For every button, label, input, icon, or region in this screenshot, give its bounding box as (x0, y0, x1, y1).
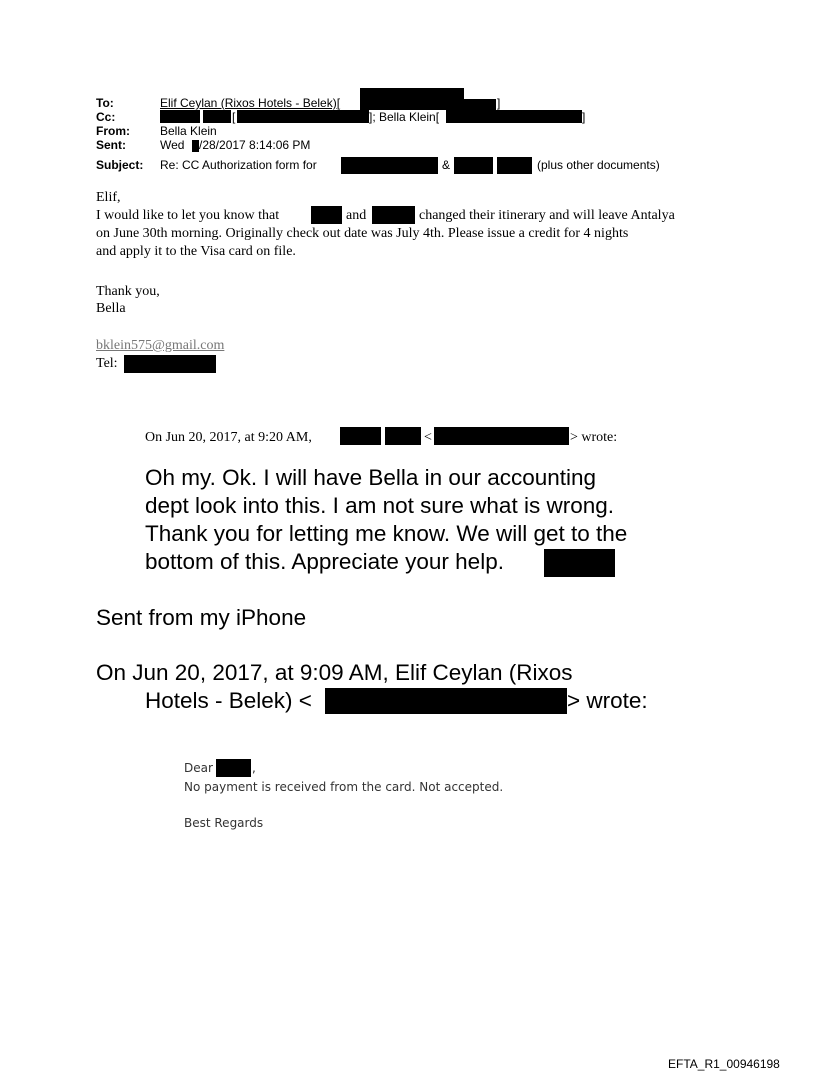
subject-suffix: (plus other documents) (537, 158, 660, 172)
quote1-on-text: On Jun 20, 2017, at 9:20 AM, (145, 430, 312, 445)
body-line-1a: I would like to let you know that (96, 208, 280, 223)
redaction-block (454, 157, 493, 174)
redaction-block (544, 549, 615, 577)
redaction-block (446, 110, 582, 123)
cc-label: Cc: (96, 110, 116, 124)
subject-prefix: Re: CC Authorization form for (160, 158, 317, 172)
dear-text: Dear (184, 761, 213, 775)
redaction-block (360, 99, 496, 110)
to-label: To: (96, 96, 114, 110)
quote1-line-2: dept look into this. I am not sure what is wrong. (145, 493, 614, 518)
tel-label: Tel: (96, 356, 118, 371)
from-value: Bella Klein (160, 124, 217, 138)
redaction-block (340, 427, 381, 445)
sent-value: /28/2017 8:14:06 PM (199, 138, 311, 152)
subject-label: Subject: (96, 158, 144, 172)
redaction-block (216, 759, 251, 777)
redaction-block (160, 110, 200, 123)
quote1-lt: < (424, 430, 432, 445)
redaction-block (372, 206, 415, 224)
quote2-line-2b: > wrote: (567, 688, 648, 713)
document-id: EFTA_R1_00946198 (668, 1057, 780, 1071)
cc-close: ] (582, 110, 586, 124)
cc-mid: ]; Bella Klein[ (369, 110, 440, 124)
body-line-1b: and (346, 208, 367, 223)
redaction-block (311, 206, 342, 224)
body-line-1c: changed their itinerary and will leave Antalya (419, 208, 675, 223)
redaction-block (434, 427, 569, 445)
quote2-line-2a: Hotels - Belek) < (145, 688, 312, 713)
redaction-block (325, 688, 567, 714)
redaction-block (341, 157, 438, 174)
best-regards: Best Regards (184, 816, 264, 830)
quote1-line-4: bottom of this. Appreciate your help. (145, 549, 504, 574)
redaction-block (237, 110, 369, 123)
to-name: Elif Ceylan (Rixos Hotels - Belek)[ (160, 96, 341, 110)
thanks: Thank you, (96, 284, 160, 299)
redaction-block (124, 355, 216, 373)
to-value (160, 96, 340, 110)
no-payment-text: No payment is received from the card. Not accepted. (184, 780, 504, 794)
redaction-block (203, 110, 231, 123)
quote2-line-1: On Jun 20, 2017, at 9:09 AM, Elif Ceylan (Rixos (96, 660, 573, 685)
email-link[interactable]: bklein575@gmail.com (96, 338, 225, 353)
redaction-block (385, 427, 421, 445)
signature-name: Bella (96, 301, 126, 316)
sent-from-iphone: Sent from my iPhone (96, 605, 307, 630)
dear-comma: , (252, 761, 256, 775)
cc-open: [ (232, 110, 236, 124)
subject-amp: & (442, 158, 451, 172)
quote1-line-3: Thank you for letting me know. We will get to the (145, 521, 628, 546)
greeting: Elif, (96, 190, 121, 205)
from-label: From: (96, 124, 130, 138)
quote1-line-1: Oh my. Ok. I will have Bella in our accounting (145, 465, 597, 490)
sent-day: Wed (160, 138, 185, 152)
quote1-wrote: > wrote: (570, 430, 618, 445)
body-line-2: on June 30th morning. Originally check out date was July 4th. Please issue a credit for 4 nights (96, 226, 629, 241)
to-close: ] (497, 96, 501, 110)
redaction-block (497, 157, 532, 174)
sent-label: Sent: (96, 138, 126, 152)
body-line-3: and apply it to the Visa card on file. (96, 244, 296, 259)
redaction-block (192, 140, 199, 152)
